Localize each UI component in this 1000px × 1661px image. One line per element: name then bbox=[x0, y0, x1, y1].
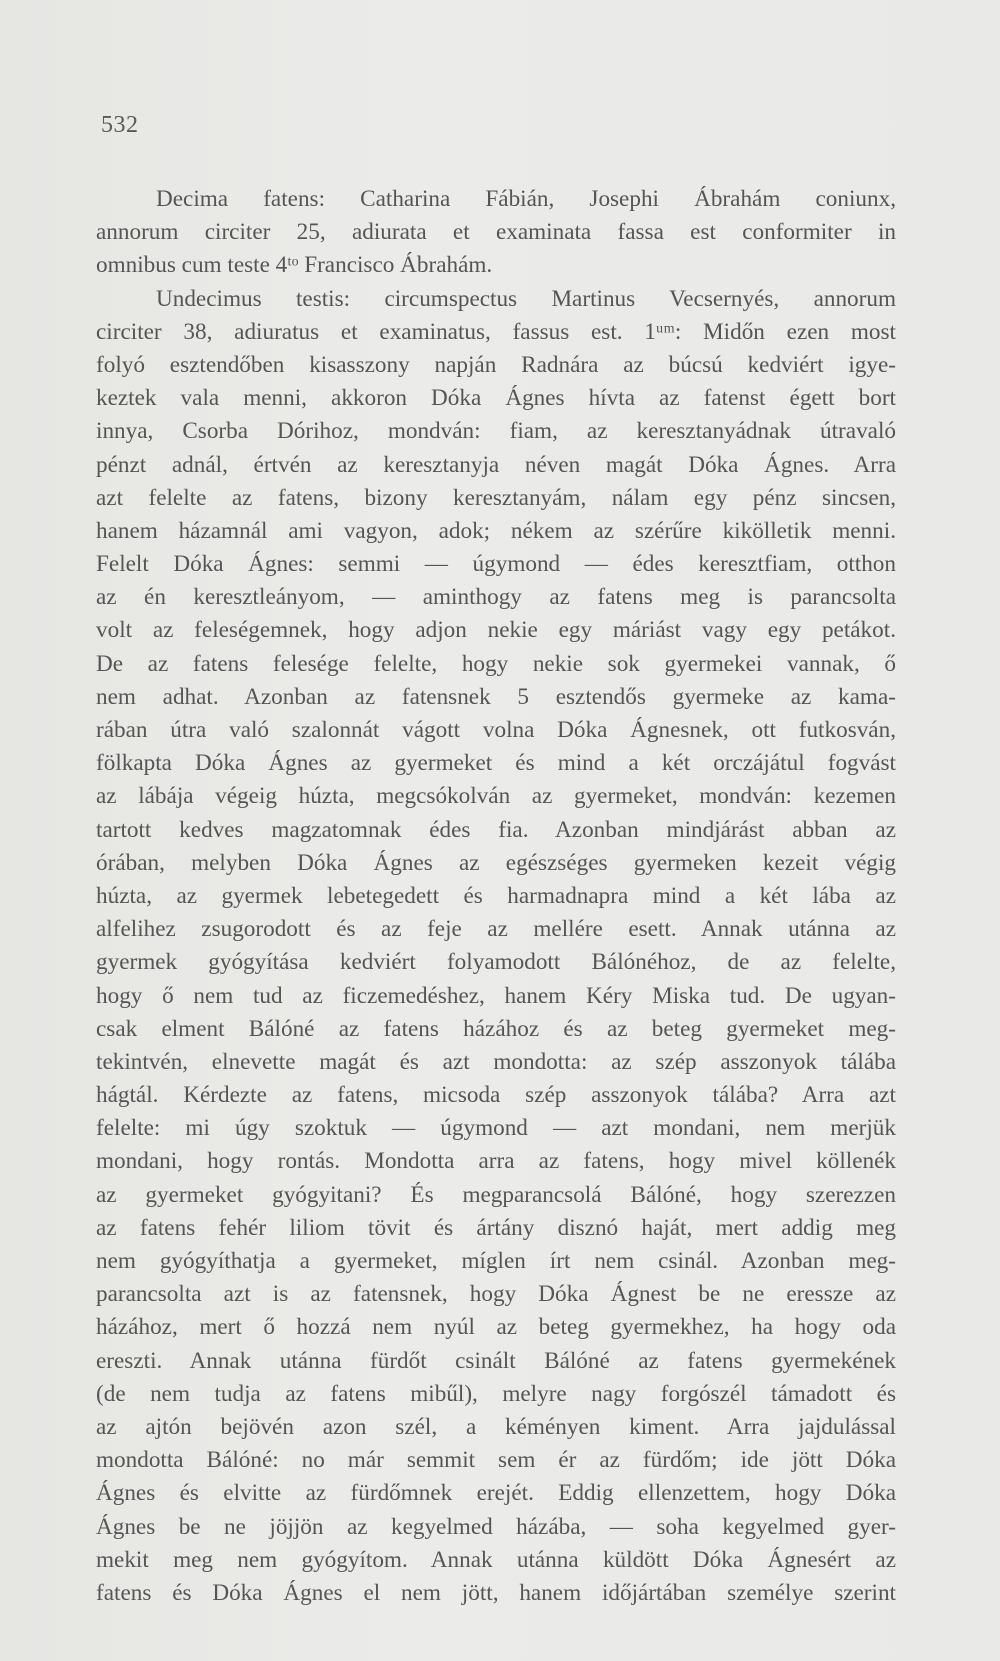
text-line: csak elment Bálóné az fatens házához és az beteg gyermeket meg- bbox=[96, 1015, 896, 1042]
page-number: 532 bbox=[101, 112, 139, 138]
text-line: parancsolta azt is az fatensnek, hogy Dóka Ágnest be ne eressze az bbox=[96, 1281, 896, 1308]
text-line: ereszti. Annak utánna fürdőt csinált Bálóné az fatens gyermekének bbox=[96, 1347, 896, 1374]
text-line: mondotta Bálóné: no már semmit sem ér az fürdőm; ide jött Dóka bbox=[96, 1447, 896, 1474]
text-line: felelte: mi úgy szoktuk — úgymond — azt mondani, nem merjük bbox=[96, 1115, 896, 1142]
text-line: omnibus cum teste 4ᵗᵒ Francisco Ábrahám. bbox=[96, 252, 493, 279]
text-line: volt az feleségemnek, hogy adjon nekie egy máriást vagy egy petákot. bbox=[96, 617, 896, 644]
text-line: Undecimus testis: circumspectus Martinus Vecsernyés, annorum bbox=[156, 285, 896, 312]
text-line: (de nem tudja az fatens mibűl), melyre nagy forgószél támadott és bbox=[96, 1380, 896, 1407]
text-line: gyermek gyógyítása kedviért folyamodott Bálónéhoz, de az felelte, bbox=[96, 949, 896, 976]
text-line: az én keresztleányom, — aminthogy az fatens meg is parancsolta bbox=[96, 584, 896, 611]
text-line: nem gyógyíthatja a gyermeket, míglen írt nem csinál. Azonban meg- bbox=[96, 1248, 896, 1274]
text-line: Decima fatens: Catharina Fábián, Josephi Ábrahám coniunx, bbox=[156, 186, 896, 212]
text-line: az fatens fehér liliom tövit és ártány disznó haját, mert addig meg bbox=[96, 1214, 896, 1241]
text-line: házához, mert ő hozzá nem nyúl az beteg gyermekhez, ha hogy oda bbox=[96, 1314, 896, 1341]
text-line: az gyermeket gyógyitani? És megparancsolá Bálóné, hogy szerezzen bbox=[96, 1181, 896, 1208]
text-line: innya, Csorba Dórihoz, mondván: fiam, az keresztanyádnak útravaló bbox=[96, 418, 896, 445]
text-line: mekit meg nem gyógyítom. Annak utánna küldött Dóka Ágnesért az bbox=[96, 1546, 896, 1573]
text-line: tartott kedves magzatomnak édes fia. Azonban mindjárást abban az bbox=[96, 816, 896, 843]
text-line: húzta, az gyermek lebetegedett és harmadnapra mind a két lába az bbox=[96, 882, 896, 909]
text-line: hogy ő nem tud az ficzemedéshez, hanem Kéry Miska tud. De ugyan- bbox=[96, 982, 896, 1009]
text-line: nem adhat. Azonban az fatensnek 5 esztendős gyermeke az kama- bbox=[96, 683, 896, 710]
text-line: az lábája végeig húzta, megcsókolván az gyermeket, mondván: kezemen bbox=[96, 783, 896, 810]
text-line: annorum circiter 25, adiurata et examinata fassa est conformiter in bbox=[96, 219, 896, 246]
body-text bbox=[96, 183, 896, 1610]
text-line: De az fatens felesége felelte, hogy nekie sok gyermekei vannak, ő bbox=[96, 650, 896, 677]
text-line: Felelt Dóka Ágnes: semmi — úgymond — édes keresztfiam, otthon bbox=[96, 551, 896, 578]
text-line: alfelihez zsugorodott és az feje az mellére esett. Annak utánna az bbox=[96, 916, 896, 943]
text-line: hágtál. Kérdezte az fatens, micsoda szép asszonyok tálába? Arra azt bbox=[96, 1082, 896, 1109]
text-line: folyó esztendőben kisasszony napján Radnára az búcsú kedviért igye- bbox=[96, 351, 896, 378]
text-line: fölkapta Dóka Ágnes az gyermeket és mind a két orczájátul fogvást bbox=[96, 750, 896, 777]
text-line: keztek vala menni, akkoron Dóka Ágnes hívta az fatenst égett bort bbox=[96, 385, 896, 412]
text-line: azt felelte az fatens, bizony keresztanyám, nálam egy pénz sincsen, bbox=[96, 484, 896, 511]
text-line: circiter 38, adiuratus et examinatus, fassus est. 1ᵘᵐ: Midőn ezen most bbox=[96, 318, 896, 345]
text-line: órában, melyben Dóka Ágnes az egészséges gyermeken kezeit végig bbox=[96, 849, 896, 876]
text-line: tekintvén, elnevette magát és azt mondotta: az szép asszonyok tálába bbox=[96, 1048, 896, 1075]
text-line: mondani, hogy rontás. Mondotta arra az fatens, hogy mivel köllenék bbox=[96, 1148, 896, 1175]
text-line: Ágnes és elvitte az fürdőmnek erejét. Eddig ellenzettem, hogy Dóka bbox=[96, 1480, 896, 1507]
text-line: rában útra való szalonnát vágott volna Dóka Ágnesnek, ott futkosván, bbox=[96, 717, 896, 743]
text-line: fatens és Dóka Ágnes el nem jött, hanem időjártában személye szerint bbox=[96, 1579, 896, 1606]
text-line: Ágnes be ne jöjjön az kegyelmed házába, — soha kegyelmed gyer- bbox=[96, 1513, 896, 1540]
text-line: pénzt adnál, értvén az keresztanyja néven magát Dóka Ágnes. Arra bbox=[96, 451, 896, 478]
text-line: hanem házamnál ami vagyon, adok; nékem az szérűre kikölletik menni. bbox=[96, 517, 896, 544]
text-line: az ajtón bejövén azon szél, a kéményen kiment. Arra jajdulással bbox=[96, 1413, 896, 1440]
